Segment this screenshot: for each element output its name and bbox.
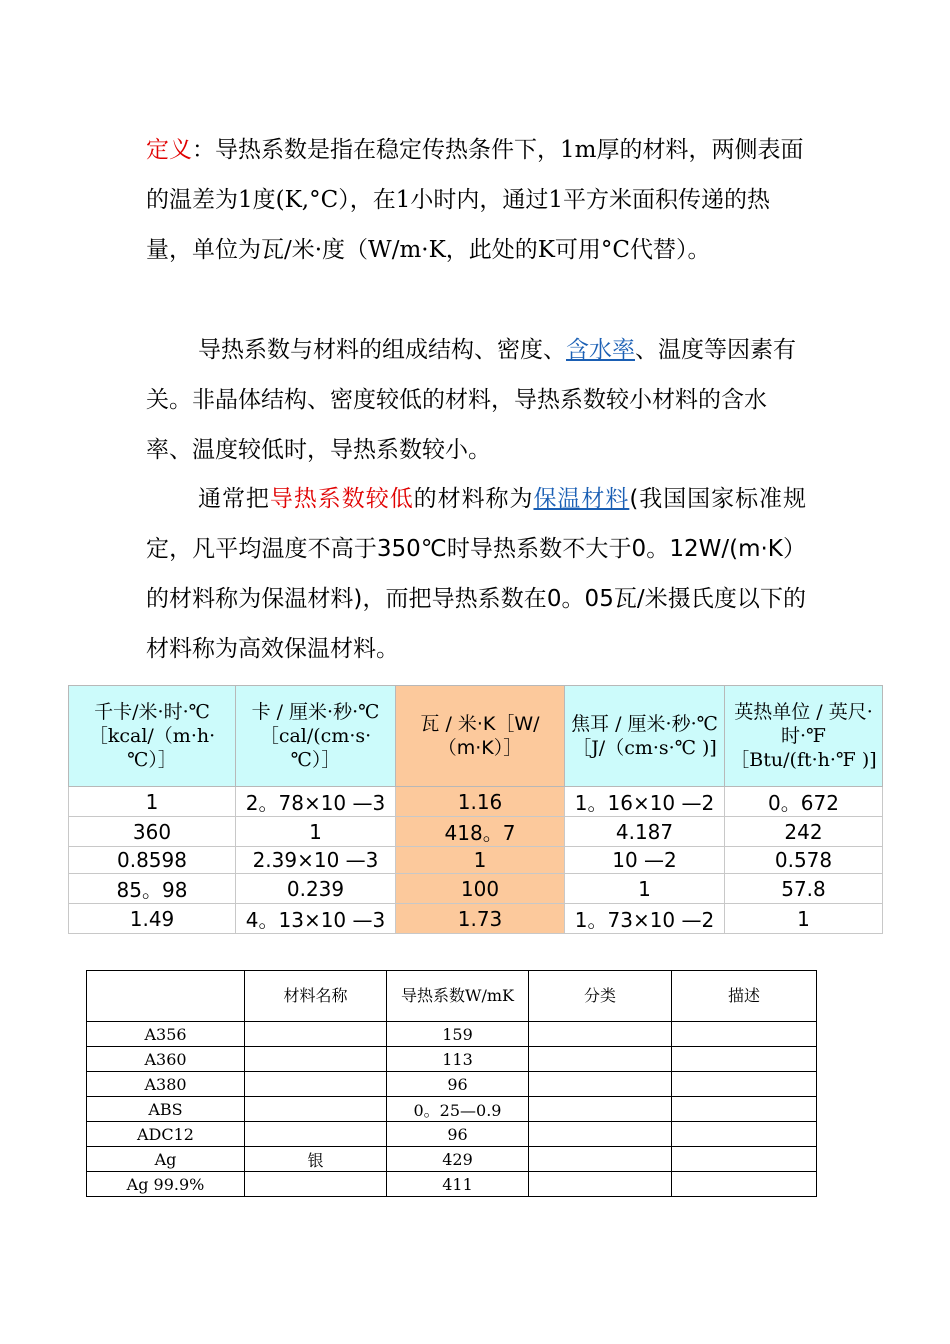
table-cell: Ag 99.9% [87,1172,245,1197]
table-row [69,874,883,904]
header-watt: 瓦 / 米·K［W/（m·K）］ [396,686,565,787]
table-cell: 银 [245,1147,387,1172]
table-cell: 100 [396,874,565,904]
table-row [69,787,883,817]
materials-header-row [87,971,817,1022]
moisture-content-link[interactable]: 含水率 [566,337,635,363]
factors-text-start: 导热系数与材料的组成结构、密度、 [198,337,566,363]
header-code [87,971,245,1022]
table-cell [529,1022,672,1047]
factors-text-end: 、温度等因素有关。非晶体结构、密度较低的材料，导热系数较小材料的含水率、温度较低时，导热系数较小。 [146,337,796,463]
table-cell: 1.16 [396,787,565,817]
header-conductivity: 导热系数W/mK [387,971,529,1022]
table-cell: A380 [87,1072,245,1097]
table-cell [245,1022,387,1047]
table-row [87,1097,817,1122]
table-cell [529,1097,672,1122]
table-cell: 1.49 [69,904,236,934]
insulation-paragraph [146,474,806,674]
table-cell: 1.73 [396,904,565,934]
table-row [69,904,883,934]
table-row [87,1172,817,1197]
table-cell: 411 [387,1172,529,1197]
table-cell [672,1047,817,1072]
factors-paragraph [146,325,806,475]
materials-table [86,970,817,1197]
table-row [69,817,883,847]
table-cell: 429 [387,1147,529,1172]
definition-text: ：导热系数是指在稳定传热条件下，1m厚的材料，两侧表面的温差为1度(K,°C），在1小时内，通过1平方米面积传递的热量，单位为瓦/米·度（W/m·K，此处的K可用°C代替）。 [146,137,804,263]
definition-paragraph [146,125,806,275]
table-row [87,1047,817,1072]
table-cell: 2.39×10 —3 [236,847,396,874]
conversion-header-row [69,686,883,787]
table-cell [672,1147,817,1172]
table-cell [245,1122,387,1147]
insulation-material-link[interactable]: 保温材料 [533,486,630,512]
table-cell: 1。16×10 —2 [565,787,725,817]
header-category: 分类 [529,971,672,1022]
table-row [87,1147,817,1172]
table-cell [672,1072,817,1097]
table-row [87,1022,817,1047]
table-cell: 1 [565,874,725,904]
table-cell: 1 [69,787,236,817]
table-cell: Ag [87,1147,245,1172]
table-cell: 0.578 [725,847,883,874]
table-cell [529,1047,672,1072]
table-cell [672,1022,817,1047]
table-cell [672,1172,817,1197]
table-cell [529,1072,672,1097]
table-cell: 1 [236,817,396,847]
table-cell: 4。13×10 —3 [236,904,396,934]
header-material-name: 材料名称 [245,971,387,1022]
definition-label: 定义 [146,137,192,163]
header-joule: 焦耳 / 厘米·秒·℃［J/（cm·s·℃ )] [565,686,725,787]
table-cell [672,1122,817,1147]
table-cell: 1。73×10 —2 [565,904,725,934]
table-cell: 113 [387,1047,529,1072]
table-cell: 0.8598 [69,847,236,874]
table-cell: 0。672 [725,787,883,817]
table-cell: 2。78×10 —3 [236,787,396,817]
table-cell: 418。7 [396,817,565,847]
table-row [69,847,883,874]
table-cell: A360 [87,1047,245,1072]
table-cell [529,1147,672,1172]
table-cell: 85。98 [69,874,236,904]
header-btu: 英热单位 / 英尺·时·℉［Btu/(ft·h·℉ )] [725,686,883,787]
table-cell: 96 [387,1122,529,1147]
table-cell [529,1172,672,1197]
table-cell [245,1047,387,1072]
table-cell: 0.239 [236,874,396,904]
table-cell: 360 [69,817,236,847]
table-row [87,1072,817,1097]
table-cell [672,1097,817,1122]
table-cell: A356 [87,1022,245,1047]
table-cell: 96 [387,1072,529,1097]
insulation-text-start: 通常把 [198,486,270,512]
table-cell: 242 [725,817,883,847]
header-description: 描述 [672,971,817,1022]
table-cell [529,1122,672,1147]
table-row [87,1122,817,1147]
table-cell: 1 [725,904,883,934]
table-cell: 57.8 [725,874,883,904]
table-cell: 159 [387,1022,529,1047]
insulation-text-middle: 的材料称为 [413,486,534,512]
table-cell: ADC12 [87,1122,245,1147]
low-conductivity-highlight: 导热系数较低 [269,486,414,512]
table-cell [245,1097,387,1122]
table-cell: 1 [396,847,565,874]
header-kcal: 千卡/米·时·℃［kcal/（m·h· ℃）］ [69,686,236,787]
unit-conversion-table [68,685,883,934]
table-cell [245,1172,387,1197]
table-cell: 0。25—0.9 [387,1097,529,1122]
insulation-text-end: (我国国家标准规定，凡平均温度不高于350℃时导热系数不大于0。12W/(m·K）的材料称为保温材料)，而把导热系数在0。05瓦/米摄氏度以下的材料称为高效保温材料。 [146,486,807,662]
table-cell: 4.187 [565,817,725,847]
header-cal: 卡 / 厘米·秒·℃［cal/(cm·s· ℃）］ [236,686,396,787]
table-cell [245,1072,387,1097]
table-cell: 10 —2 [565,847,725,874]
table-cell: ABS [87,1097,245,1122]
